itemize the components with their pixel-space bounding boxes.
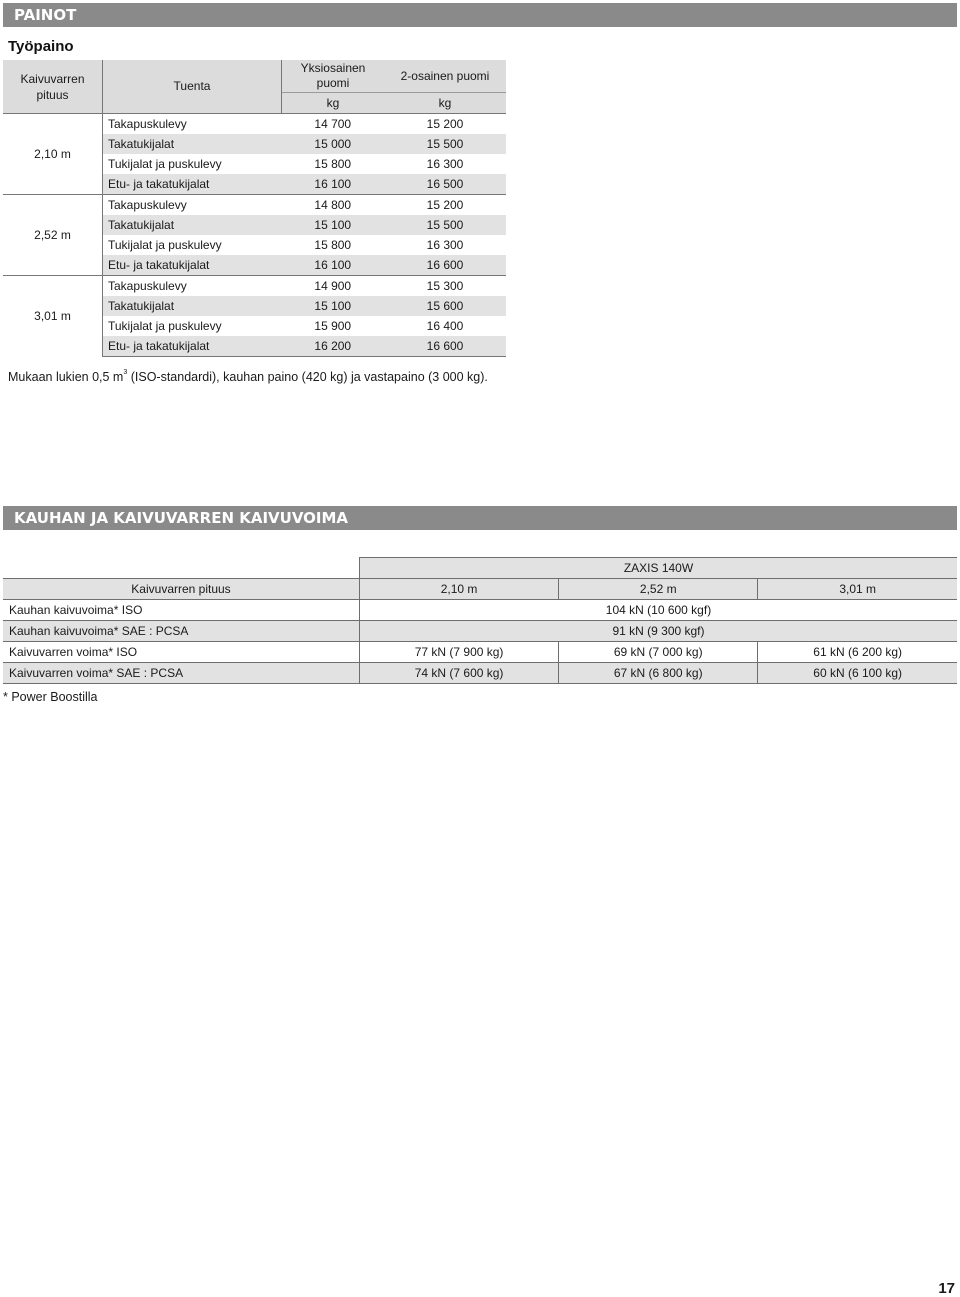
support-cell: Tukijalat ja puskulevy — [103, 235, 282, 255]
arm-length-cell: 2,10 m — [3, 114, 103, 195]
arm-length-cell: 3,01 m — [3, 276, 103, 357]
length-301: 3,01 m — [758, 579, 957, 600]
monoblock-weight-cell: 15 900 — [282, 316, 385, 336]
two-piece-weight-cell: 16 500 — [384, 174, 506, 195]
two-piece-weight-cell: 15 500 — [384, 215, 506, 235]
support-cell: Etu- ja takatukijalat — [103, 255, 282, 276]
model-name: ZAXIS 140W — [360, 558, 958, 579]
two-piece-weight-cell: 16 600 — [384, 255, 506, 276]
length-210: 2,10 m — [360, 579, 559, 600]
force-value-cell: 74 kN (7 600 kg) — [360, 663, 559, 684]
two-piece-weight-cell: 15 300 — [384, 276, 506, 297]
force-value-cell: 69 kN (7 000 kg) — [559, 642, 758, 663]
monoblock-weight-cell: 14 700 — [282, 114, 385, 135]
monoblock-weight-cell: 15 100 — [282, 215, 385, 235]
support-cell: Takapuskulevy — [103, 276, 282, 297]
header-arm-length: Kaivuvarren pituus — [3, 60, 103, 114]
two-piece-weight-cell: 15 500 — [384, 134, 506, 154]
footnote: * Power Boostilla — [3, 690, 98, 704]
monoblock-weight-cell: 14 800 — [282, 195, 385, 216]
force-label-cell: Kaivuvarren voima* ISO — [3, 642, 360, 663]
table-row — [3, 621, 957, 642]
header-two-piece-boom: 2-osainen puomi — [384, 60, 506, 93]
force-label-cell: Kaivuvarren voima* SAE : PCSA — [3, 663, 360, 684]
support-cell: Tukijalat ja puskulevy — [103, 154, 282, 174]
force-value-cell: 67 kN (6 800 kg) — [559, 663, 758, 684]
monoblock-weight-cell: 15 800 — [282, 154, 385, 174]
support-cell: Etu- ja takatukijalat — [103, 336, 282, 357]
two-piece-weight-cell: 16 300 — [384, 235, 506, 255]
unit-two-piece: kg — [384, 93, 506, 114]
arm-length-cell: 2,52 m — [3, 195, 103, 276]
table-row — [3, 663, 957, 684]
blank-cell — [3, 558, 360, 579]
operating-weight-table — [3, 60, 506, 357]
table-row — [3, 114, 506, 135]
section-header-digging-force: KAUHAN JA KAIVUVARREN KAIVUVOIMA — [3, 506, 957, 530]
weight-note: Mukaan lukien 0,5 $m^3$ (ISO-standardi), kauhan paino (420 kg) ja vastapaino (3 000 kg). — [8, 369, 488, 384]
page-number: 17 — [938, 1280, 955, 1297]
force-value-cell: 60 kN (6 100 kg) — [758, 663, 957, 684]
table-header-row — [3, 60, 506, 93]
force-value-cell: 61 kN (6 200 kg) — [758, 642, 957, 663]
header-support: Tuenta — [103, 60, 282, 114]
two-piece-weight-cell: 15 200 — [384, 114, 506, 135]
monoblock-weight-cell: 15 000 — [282, 134, 385, 154]
force-value-cell: 104 kN (10 600 kgf) — [360, 600, 958, 621]
table-row — [3, 600, 957, 621]
length-label: Kaivuvarren pituus — [3, 579, 360, 600]
subtitle-tyopaino: Työpaino — [8, 38, 74, 55]
section-header-painot: PAINOT — [3, 3, 957, 27]
monoblock-weight-cell: 15 800 — [282, 235, 385, 255]
table-row — [3, 642, 957, 663]
support-cell: Takapuskulevy — [103, 114, 282, 135]
table-row — [3, 276, 506, 297]
monoblock-weight-cell: 16 200 — [282, 336, 385, 357]
monoblock-weight-cell: 16 100 — [282, 174, 385, 195]
length-252: 2,52 m — [559, 579, 758, 600]
force-label-cell: Kauhan kaivuvoima* ISO — [3, 600, 360, 621]
two-piece-weight-cell: 16 300 — [384, 154, 506, 174]
digging-force-table — [3, 557, 957, 684]
unit-monoblock: kg — [282, 93, 385, 114]
two-piece-weight-cell: 15 600 — [384, 296, 506, 316]
length-row — [3, 579, 957, 600]
header-monoblock-boom: Yksiosainen puomi — [282, 60, 385, 93]
two-piece-weight-cell: 16 600 — [384, 336, 506, 357]
monoblock-weight-cell: 15 100 — [282, 296, 385, 316]
force-value-cell: 91 kN (9 300 kgf) — [360, 621, 958, 642]
support-cell: Takatukijalat — [103, 215, 282, 235]
force-label-cell: Kauhan kaivuvoima* SAE : PCSA — [3, 621, 360, 642]
support-cell: Tukijalat ja puskulevy — [103, 316, 282, 336]
table-row — [3, 195, 506, 216]
monoblock-weight-cell: 16 100 — [282, 255, 385, 276]
two-piece-weight-cell: 16 400 — [384, 316, 506, 336]
support-cell: Takatukijalat — [103, 134, 282, 154]
monoblock-weight-cell: 14 900 — [282, 276, 385, 297]
two-piece-weight-cell: 15 200 — [384, 195, 506, 216]
force-value-cell: 77 kN (7 900 kg) — [360, 642, 559, 663]
support-cell: Etu- ja takatukijalat — [103, 174, 282, 195]
support-cell: Takapuskulevy — [103, 195, 282, 216]
model-row — [3, 558, 957, 579]
support-cell: Takatukijalat — [103, 296, 282, 316]
